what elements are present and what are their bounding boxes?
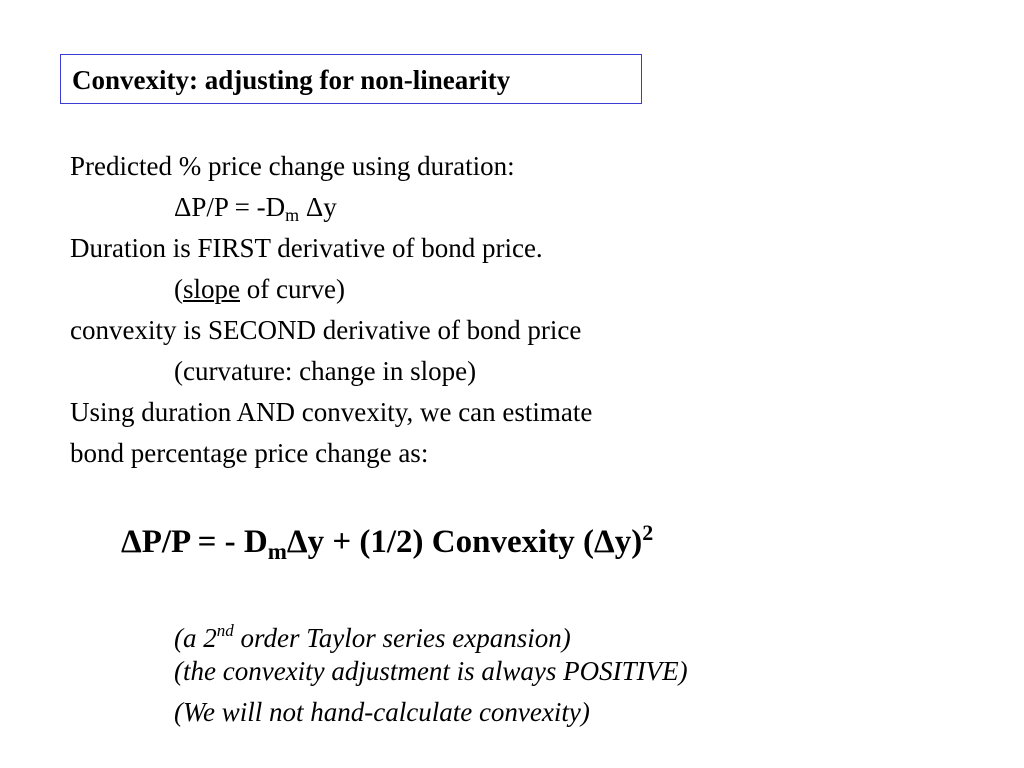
convexity-formula <box>121 520 653 565</box>
duration-equation-subscript: m <box>285 205 300 225</box>
body-line-4 <box>70 269 592 310</box>
body-line-1: Predicted % price change using duration: <box>70 151 515 181</box>
duration-equation-rhs: Δy <box>299 192 337 222</box>
formula-part-1: ΔP/P = - D <box>121 524 268 560</box>
duration-equation-lhs: ΔP/P = -D <box>174 192 286 222</box>
body-line-5: convexity is SECOND derivative of bond price <box>70 315 582 345</box>
note-1-post: order Taylor series expansion) <box>233 623 571 653</box>
body-line-8: bond percentage price change as: <box>70 438 429 468</box>
note-2: (the convexity adjustment is always POSITIVE) <box>174 656 688 686</box>
note-1 <box>174 610 688 651</box>
note-1-superscript: nd <box>216 621 234 640</box>
body-line-4-open: ( <box>174 274 183 304</box>
body-line-4-rest: of curve) <box>240 274 345 304</box>
slide-title <box>60 54 642 104</box>
slide-body <box>70 146 592 474</box>
body-line-6: (curvature: change in slope) <box>174 356 477 386</box>
duration-equation <box>70 187 592 228</box>
formula-superscript: 2 <box>642 520 654 545</box>
note-3: (We will not hand-calculate convexity) <box>174 697 590 727</box>
slide-title-text: Convexity: adjusting for non-linearity <box>72 65 511 95</box>
notes <box>174 610 688 733</box>
body-line-7: Using duration AND convexity, we can estimate <box>70 397 593 427</box>
slope-underlined: slope <box>183 274 240 304</box>
body-line-3: Duration is FIRST derivative of bond price. <box>70 233 543 263</box>
formula-part-2: Δy + (1/2) Convexity (Δy) <box>286 524 643 560</box>
note-1-pre: (a 2 <box>174 623 217 653</box>
formula-subscript: m <box>267 539 287 564</box>
